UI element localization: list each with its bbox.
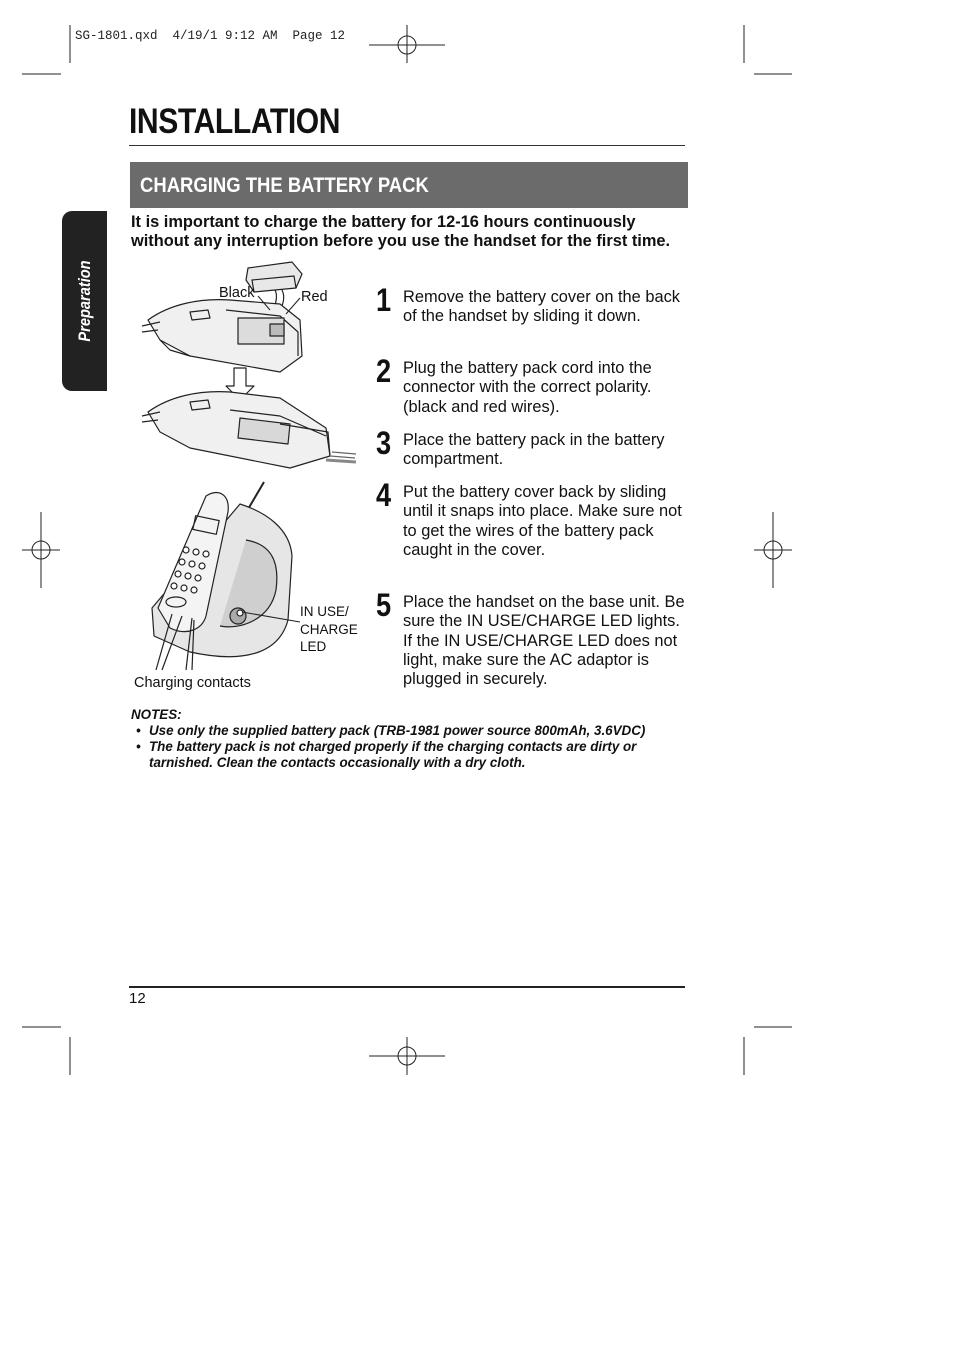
step-text: Put the battery cover back by sliding until it snaps into place. Make sure not to get the wires of the battery pack caught in the cover. [403,483,682,559]
step-5-text-2: If the IN USE/CHARGE LED does not light, make sure the AC adaptor is plugged in securely. [403,631,678,689]
step-number: 4 [376,477,392,513]
notes [131,707,701,771]
step-number: 5 [376,587,392,623]
step-text [403,593,695,689]
note-item: • Use only the supplied battery pack (TRB-1981 power source 800mAh, 3.6VDC) [131,723,701,739]
side-tab [62,211,107,391]
label-red: Red [301,289,328,305]
section-title: CHARGING THE BATTERY PACK [140,174,429,197]
note-item: • The battery pack is not charged properly if the charging contacts are dirty or tarnished. Clean the contacts occasionally with a dry cloth. [131,739,701,771]
section-header [130,162,688,208]
intro-text: It is important to charge the battery for 12-16 hours continuously without any interruption before you use the handset for the first time. [131,213,671,251]
label-charging-contacts: Charging contacts [134,675,251,691]
label-led [300,603,358,656]
footer-rule [129,986,685,988]
notes-list [131,723,701,771]
handset-battery-inserted-icon [142,392,356,468]
handset-on-base-icon [152,482,300,670]
label-black: Black [219,285,255,301]
handset-back-open-icon [142,300,302,372]
page-title: INSTALLATION [129,102,341,141]
label-led-line2: CHARGE [300,621,358,637]
step-text: Plug the battery pack cord into the connector with the correct polarity. (black and red wires). [403,359,652,416]
step-number: 3 [376,425,392,461]
notes-heading: NOTES: [131,707,182,722]
step-number: 1 [376,282,392,318]
label-led-line1: IN USE/ [300,604,349,619]
label-led-line3: LED [300,639,327,654]
file-slug: SG-1801.qxd 4/19/1 9:12 AM Page 12 [75,29,346,43]
side-tab-label: Preparation [74,260,94,342]
page-number: 12 [129,990,146,1007]
step-text: Place the battery pack in the battery compartment. [403,431,665,469]
step-number: 2 [376,353,392,389]
step-5-text-1: Place the handset on the base unit. Be sure the IN USE/CHARGE LED lights. [403,593,685,631]
title-rule [129,145,685,146]
step-text: Remove the battery cover on the back of the handset by sliding it down. [403,288,680,326]
